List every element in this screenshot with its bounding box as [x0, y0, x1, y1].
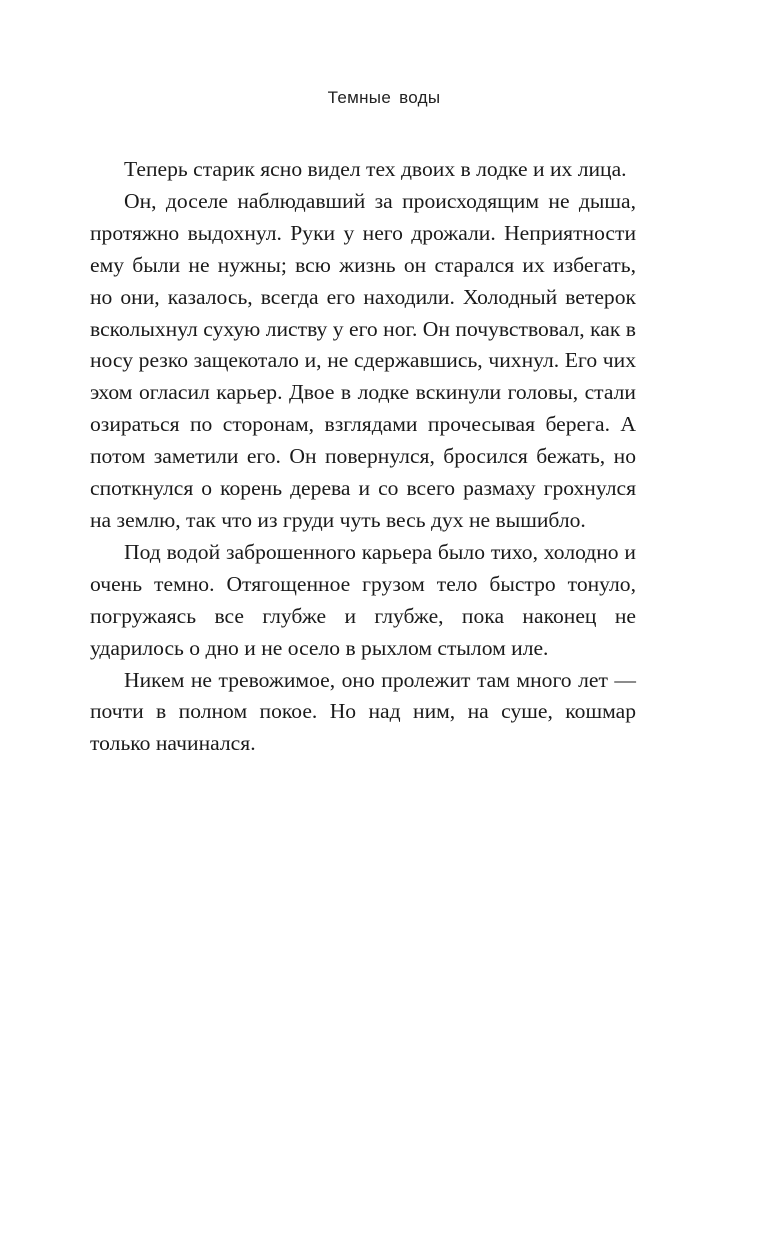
paragraph-1: Теперь старик ясно видел тех двоих в лодке и их лица.	[124, 157, 627, 181]
paragraph-3: Под водой заброшенного карьера было тихо, холодно и очень темно. Отягощенное грузом тело быстро тонуло, погружаясь все глубже и глубже, пока наконец не ударилось о дно и не осело в рыхлом стылом иле.	[90, 539, 636, 660]
paragraph-4: Никем не тревожимое, оно пролежит там много лет — почти в полном покое. Но над ним, на суше, кошмар только начинался.	[90, 667, 636, 756]
running-head: Темные воды	[327, 88, 441, 107]
paragraph-2: Он, доселе наблюдавший за происходящим не дыша, протяжно выдохнул. Руки у него дрожали. Неприятности ему были не нужны; всю жизнь он старался их избегать, но они, казалось, всегда его находили. Холодный ветерок всколыхнул сухую листву у его ног. Он почувствовал, как в носу резко защекотало и, не сдержавшись, чихнул. Его чих эхом огласил карьер. Двое в лодке вскинули головы, стали озираться по сторонам, взглядами прочесывая берега. А потом заметили его. Он повернулся, бросился бежать, но споткнулся о корень дерева и со всего размаху грохнулся на землю, так что из груди чуть весь дух не вышибло.	[90, 188, 636, 532]
body-text	[90, 154, 636, 760]
